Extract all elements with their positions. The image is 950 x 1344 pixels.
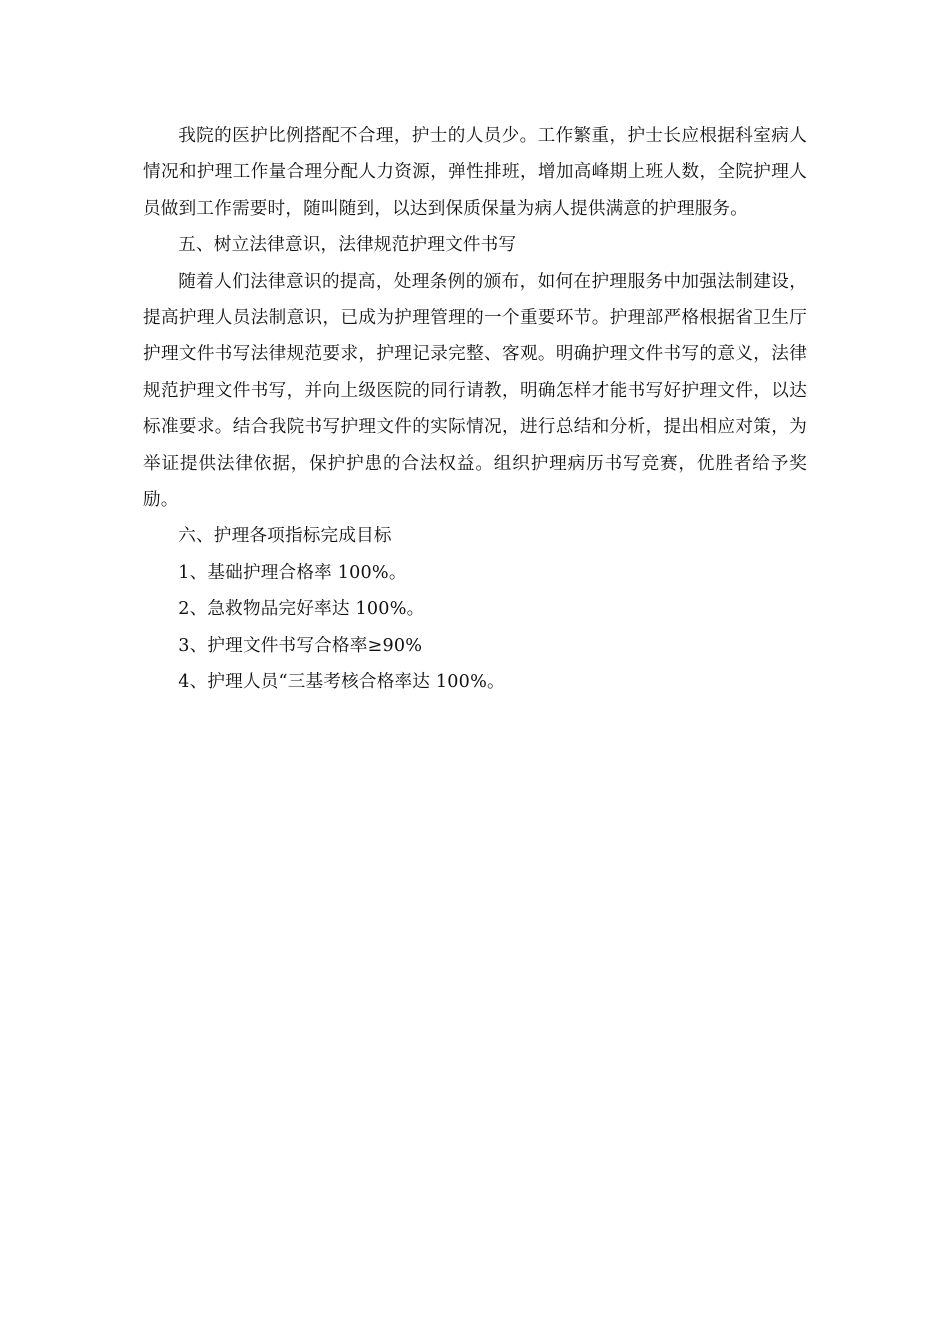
- section-heading-five: 五、树立法律意识，法律规范护理文件书写: [178, 235, 517, 256]
- target-item-1: 1、基础护理合格率 100%。: [178, 562, 407, 583]
- paragraph-legal: 随着人们法律意识的提高，处理条例的颁布，如何在护理服务中加强法制建设，提高护理人员法制意识，已成为护理管理的一个重要环节。护理部严格根据省卫生厅护理文件书写法律规范要求，护理记录完整、客观。明确护理文件书写的意义，法律规范护理文件书写，并向上级医院的同行请教，明确怎样才能书写好护理文件，以达标准要求。结合我院书写护理文件的实际情况，进行总结和分析，提出相应对策，为举证提供法律依据，保护护患的合法权益。组织护理病历书写竞赛，优胜者给予奖励。: [143, 271, 807, 511]
- target-item-3: 3、护理文件书写合格率≥90%: [178, 635, 423, 656]
- target-item-4: 4、护理人员“三基考核合格率达 100%。: [178, 672, 505, 693]
- target-item-2: 2、急救物品完好率达 100%。: [178, 599, 425, 620]
- section-heading-six: 六、护理各项指标完成目标: [178, 526, 392, 547]
- document-page: [143, 118, 807, 701]
- paragraph-staffing: 我院的医护比例搭配不合理，护士的人员少。工作繁重，护士长应根据科室病人情况和护理工作量合理分配人力资源，弹性排班，增加高峰期上班人数，全院护理人员做到工作需要时，随叫随到，以达到保质保量为病人提供满意的护理服务。: [143, 126, 807, 219]
